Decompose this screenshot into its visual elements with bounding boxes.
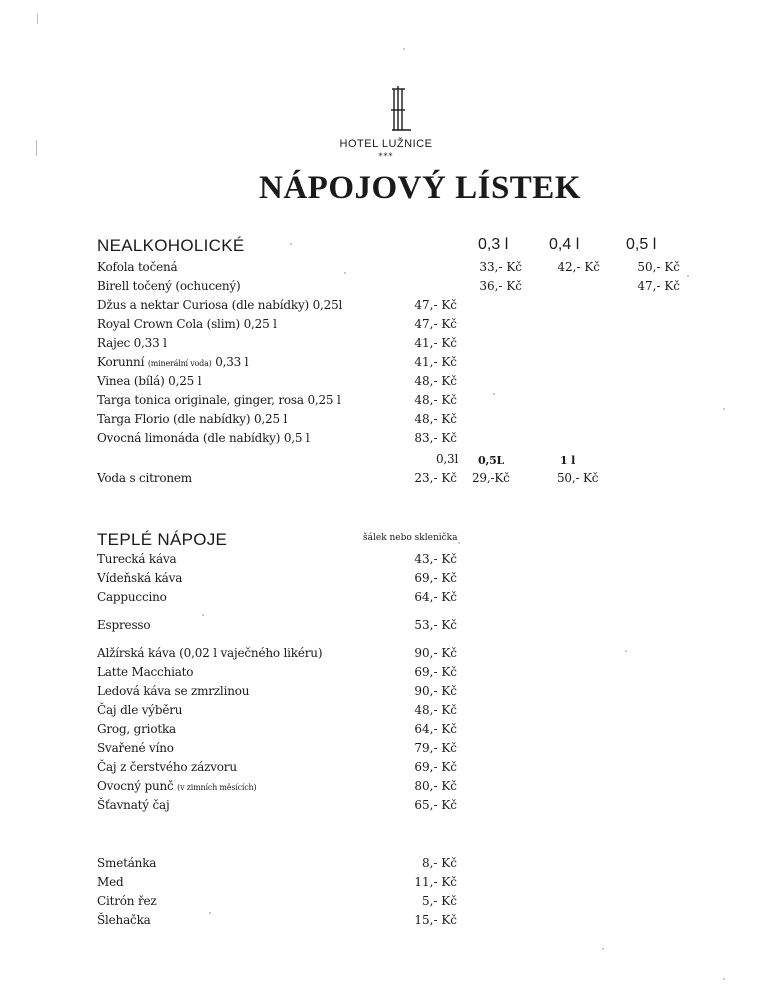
menu-item-name: Kofola točená — [97, 260, 178, 274]
section-heading-teple: TEPLÉ NÁPOJE — [97, 530, 228, 549]
menu-item-name: Smetánka — [97, 856, 157, 870]
price-05: 47,- Kč — [637, 279, 680, 293]
price-04: 42,- Kč — [557, 260, 600, 274]
menu-item-price: 47,- Kč — [414, 298, 457, 312]
section-subheading: šálek nebo sklenička — [363, 533, 458, 543]
menu-item-price: 65,- Kč — [414, 798, 457, 812]
scan-speck — [723, 408, 725, 410]
scan-speck — [209, 912, 211, 914]
menu-item-price: 8,- Kč — [421, 856, 457, 870]
menu-item-price: 48,- Kč — [414, 412, 457, 426]
page-title: NÁPOJOVÝ LÍSTEK — [259, 170, 581, 206]
menu-item-name: Targa tonica originale, ginger, rosa 0,25 l — [97, 393, 341, 407]
menu-item-name: Targa Florio (dle nabídky) 0,25 l — [97, 412, 288, 426]
menu-item-name: Grog, griotka — [97, 722, 176, 736]
menu-item-price: 69,- Kč — [414, 760, 457, 774]
menu-item-note: (v zimních měsících) — [177, 783, 257, 792]
price-03l: 23,- Kč — [414, 471, 457, 485]
scan-speck — [493, 393, 495, 395]
menu-item-name: Cappuccino — [97, 590, 167, 604]
menu-item-price: 53,- Kč — [414, 618, 457, 632]
scan-speck — [687, 275, 689, 277]
scan-speck — [37, 14, 38, 24]
hotel-stars: *** — [378, 152, 394, 161]
price-1l: 50,- Kč — [557, 471, 599, 485]
menu-item-name: Vinea (bílá) 0,25 l — [97, 374, 202, 388]
menu-item-price: 5,- Kč — [421, 894, 457, 908]
menu-item-price: 69,- Kč — [414, 665, 457, 679]
hotel-logo — [0, 86, 772, 166]
menu-item-name: Svařené víno — [97, 741, 174, 755]
col-head-03l: 0,3l — [436, 452, 459, 466]
menu-item-volume: 0,33 l — [215, 355, 249, 369]
price-03: 36,- Kč — [479, 279, 522, 293]
menu-item-price: 47,- Kč — [414, 317, 457, 331]
scan-speck — [344, 272, 346, 274]
menu-item-punc — [97, 779, 256, 793]
menu-item-name: Ovocná limonáda (dle nabídky) 0,5 l — [97, 431, 310, 445]
menu-item-name: Citrón řez — [97, 894, 157, 908]
menu-item-name: Vídeňská káva — [97, 571, 183, 585]
price-03: 33,- Kč — [479, 260, 522, 274]
menu-item-price: 69,- Kč — [414, 571, 457, 585]
section-heading-nealko: NEALKOHOLICKÉ — [97, 236, 245, 255]
scan-speck — [403, 48, 405, 50]
scan-speck — [202, 614, 204, 616]
menu-item-name: Čaj z čerstvého zázvoru — [97, 760, 237, 774]
menu-item-name: Med — [97, 875, 124, 889]
menu-item-price: 48,- Kč — [414, 393, 457, 407]
menu-item-name: Alžírská káva (0,02 l vaječného likéru) — [97, 646, 323, 660]
scan-speck — [458, 542, 460, 544]
menu-item-name: Royal Crown Cola (slim) 0,25 l — [97, 317, 277, 331]
menu-item-name: Latte Macchiato — [97, 665, 194, 679]
col-head-05l: 0,5L — [478, 454, 505, 467]
menu-item-price: 80,- Kč — [414, 779, 457, 793]
scan-speck — [290, 243, 292, 245]
menu-item-price: 64,- Kč — [414, 590, 457, 604]
scan-speck — [625, 650, 627, 652]
menu-item-price: 48,- Kč — [414, 703, 457, 717]
price-05: 50,- Kč — [637, 260, 680, 274]
menu-item-name: Ledová káva se zmrzlinou — [97, 684, 250, 698]
menu-item-name: Ovocný punč — [97, 779, 174, 793]
menu-item-name: Šťavnatý čaj — [97, 798, 170, 812]
menu-item-price: 90,- Kč — [414, 684, 457, 698]
menu-item-price: 41,- Kč — [414, 355, 457, 369]
menu-item-price: 79,- Kč — [414, 741, 457, 755]
menu-item-note: (minerální voda) — [147, 359, 212, 368]
scan-speck — [602, 948, 604, 950]
menu-item-price: 48,- Kč — [414, 374, 457, 388]
menu-item-name: Čaj dle výběru — [97, 703, 183, 717]
menu-item-name: Voda s citronem — [97, 471, 192, 485]
menu-item-price: 90,- Kč — [414, 646, 457, 660]
price-05l: 29,-Kč — [472, 471, 510, 485]
hotel-logo-icon — [389, 86, 413, 132]
menu-item-price: 15,- Kč — [414, 913, 457, 927]
menu-item-price: 43,- Kč — [414, 552, 457, 566]
menu-item-name: Šlehačka — [97, 913, 151, 927]
menu-item-name: Korunní — [97, 355, 145, 369]
menu-item-name: Birell točený (ochucený) — [97, 279, 241, 293]
menu-item-name: Turecká káva — [97, 552, 177, 566]
menu-item-price: 64,- Kč — [414, 722, 457, 736]
hotel-name: HOTEL LUŽNICE — [339, 138, 433, 150]
scan-speck — [723, 978, 725, 980]
menu-item-korunni — [97, 355, 248, 369]
col-head-03: 0,3 l — [478, 236, 509, 253]
menu-item-name: Espresso — [97, 618, 151, 632]
menu-item-price: 41,- Kč — [414, 336, 457, 350]
col-head-1l: 1 l — [560, 454, 576, 467]
menu-item-price: 11,- Kč — [414, 875, 457, 889]
menu-item-price: 83,- Kč — [414, 431, 457, 445]
scan-speck — [36, 140, 37, 156]
col-head-05: 0,5 l — [626, 236, 657, 253]
col-head-04: 0,4 l — [549, 236, 580, 253]
menu-item-name: Rajec 0,33 l — [97, 336, 167, 350]
menu-item-name: Džus a nektar Curiosa (dle nabídky) 0,25l — [97, 298, 343, 312]
